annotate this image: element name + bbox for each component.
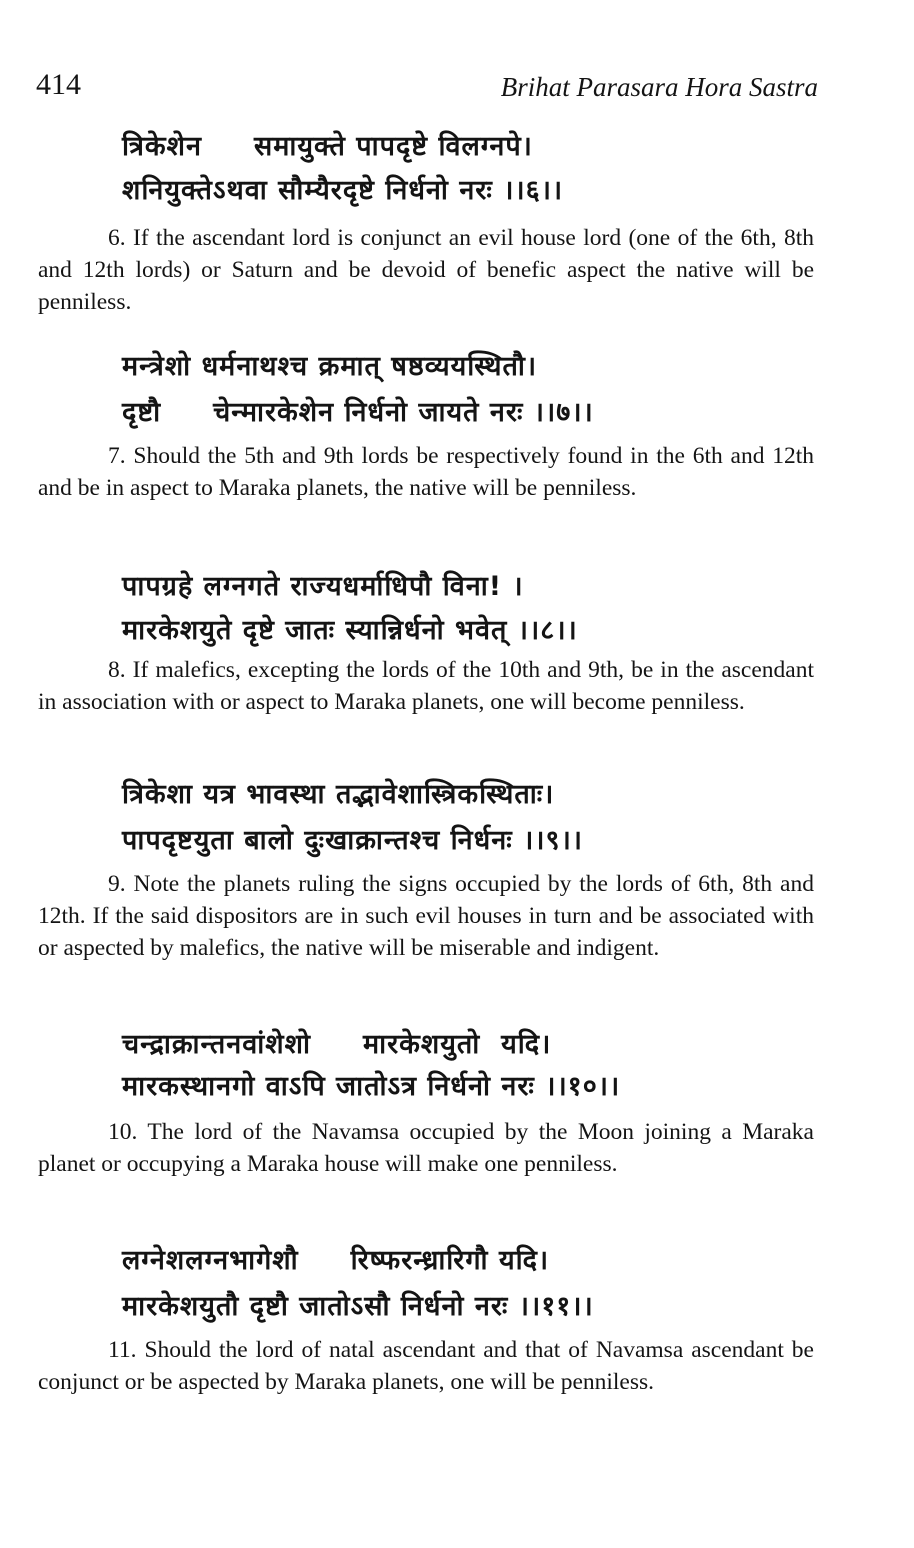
verse-7-line-2: दृष्टौ चेन्मारकेशेन निर्धनो जायते नरः ।।७।। [122, 397, 594, 428]
verse-8-translation: 8. If malefics, excepting the lords of the 10th and 9th, be in the ascendant in association with or aspect to Maraka planets, one will become penniless. [38, 657, 814, 715]
verse-11-translation: 11. Should the lord of natal ascendant and that of Navamsa ascendant be conjunct or be aspected by Maraka planets, one will be penniless. [38, 1337, 814, 1395]
verse-10-translation: 10. The lord of the Navamsa occupied by the Moon joining a Maraka planet or occupying a Maraka house will make one penniless. [38, 1119, 814, 1177]
verse-8-line-1: पापग्रहे लग्नगते राज्यधर्माधिपौ विना! । [122, 571, 524, 602]
verse-11-line-2: मारकेशयुतौ दृष्टौ जातोऽसौ निर्धनो नरः ।।११।। [122, 1291, 594, 1322]
page-number: 414 [36, 68, 81, 101]
verse-11-line-1: लग्नेशलग्नभागेशौ रिष्फरन्ध्रारिगौ यदि। [122, 1245, 550, 1276]
verse-10-line-1: चन्द्राक्रान्तनवांशेशो मारकेशयुतो यदि। [122, 1029, 552, 1060]
verse-9-line-2: पापदृष्टयुता बालो दुःखाक्रान्तश्च निर्धनः ।।९।। [122, 825, 584, 856]
verse-7-translation: 7. Should the 5th and 9th lords be respectively found in the 6th and 12th and be in aspect to Maraka planets, the native will be penniless. [38, 443, 814, 501]
running-title: Brihat Parasara Hora Sastra [500, 72, 818, 102]
verse-9-translation: 9. Note the planets ruling the signs occupied by the lords of 6th, 8th and 12th. If the said dispositors are in such evil houses in turn and be associated with or aspected by malefics, the native will be miserable and indigent. [38, 871, 814, 961]
verse-6-line-2: शनियुक्तेऽथवा सौम्यैरदृष्टे निर्धनो नरः ।।६।। [122, 175, 564, 206]
verse-9-line-1: त्रिकेशा यत्र भावस्था तद्भावेशास्त्रिकस्थिताः। [122, 779, 555, 810]
verse-6-line-1: त्रिकेशेन समायुक्ते पापदृष्टे विलग्नपे। [122, 131, 533, 162]
verse-6-translation: 6. If the ascendant lord is conjunct an evil house lord (one of the 6th, 8th and 12th lords) or Saturn and be devoid of benefic aspect the native will be penniless. [38, 225, 814, 315]
verse-8-line-2: मारकेशयुते दृष्टे जातः स्यान्निर्धनो भवेत् ।।८।। [122, 615, 578, 646]
verse-10-line-2: मारकस्थानगो वाऽपि जातोऽत्र निर्धनो नरः ।।१०।। [122, 1071, 621, 1102]
verse-7-line-1: मन्त्रेशो धर्मनाथश्च क्रमात् षष्ठव्ययस्थितौ। [122, 351, 538, 382]
